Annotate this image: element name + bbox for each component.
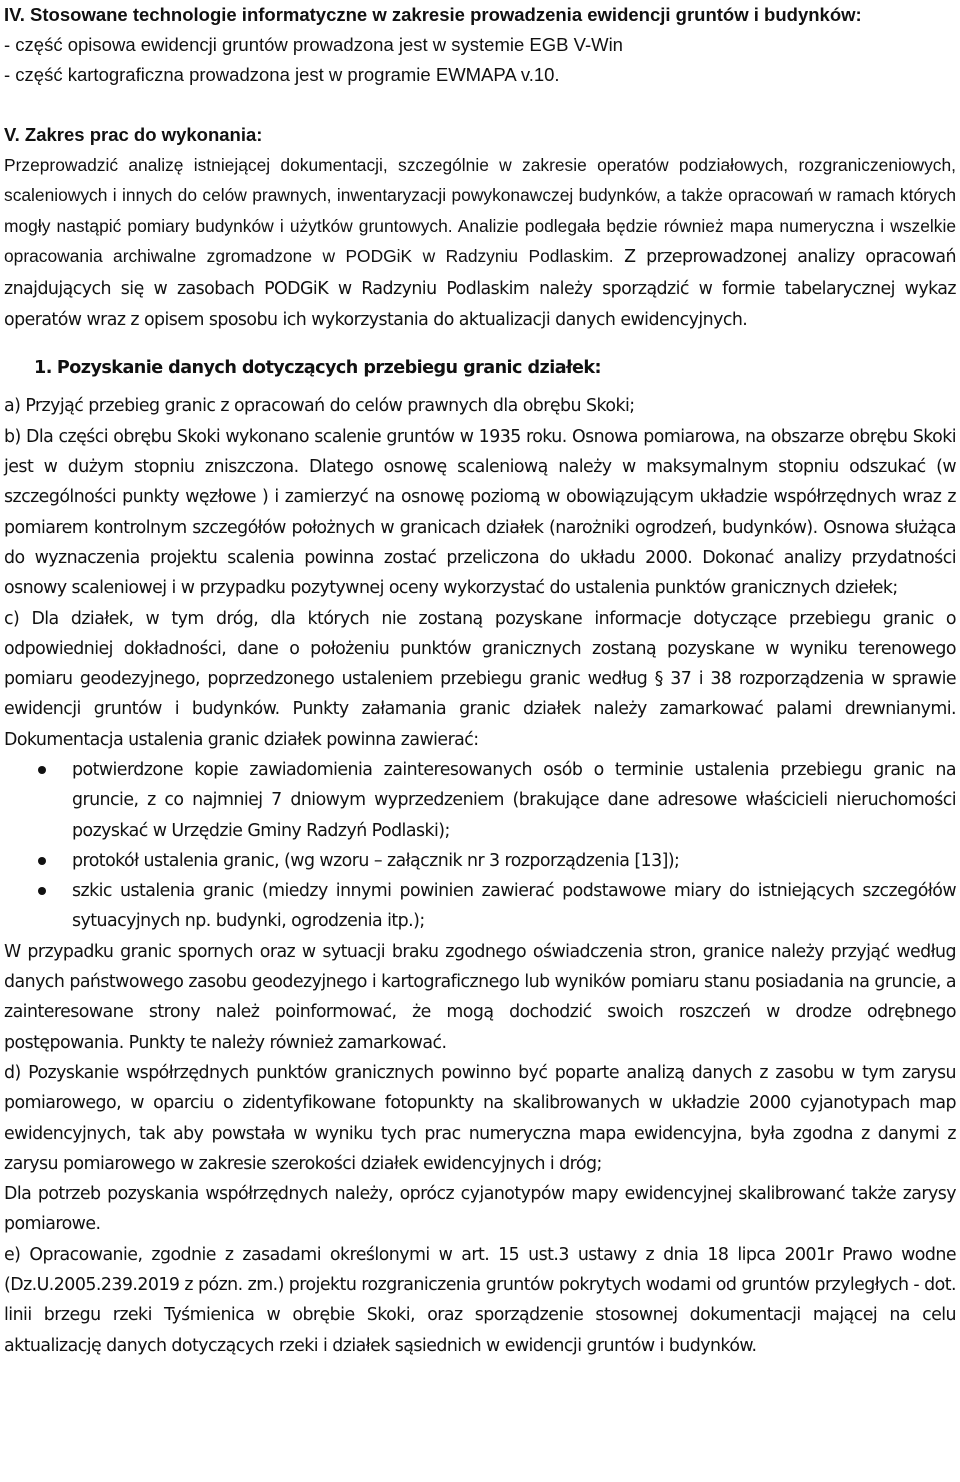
section-v-paragraph-part-1: Przeprowadzić analizę istniejącej dokumentacji, szczególnie w zakresie operatów podziałowych, rozgraniczeniowych, scaleniowych i innych do celów prawnych, inwentaryzacji powykonawczej budynków, a także opracowań w ramach których mogły nastąpić pomiary budynków i użytków gruntowych. Analizie podlegała będzie również mapa numeryczna i wszelkie opracowania archiwalne zgromadzone w PODGiK w Radzyniu Podlaskim.	[4, 155, 956, 267]
section-iv-line-1: - część opisowa ewidencji gruntów prowadzona jest w systemie EGB V-Win	[4, 34, 623, 55]
item-1-point-a: a) Przyjąć przebieg granic z opracowań do celów prawnych dla obrębu Skoki;	[4, 396, 635, 417]
item-1-point-d-note: Dla potrzeb pozyskania współrzędnych należy, oprócz cyjanotypów mapy ewidencyjnej skalibrowanć także zarysy pomiarowe.	[4, 1184, 956, 1235]
item-1-point-b: b) Dla części obrębu Skoki wykonano scalenie gruntów w 1935 roku. Osnowa pomiarowa, na obszarze obrębu Skoki jest w dużym stopniu zniszczona. Dlatego osnowę scaleniową należy w maksymalnym stopniu odszukać (w szczególności punkty węzłowe ) i zamierzyć na osnowę poziomą w obowiązującym układzie współrzędnych wraz z pomiarem kontrolnym szczegółów położnych w granicach działek (narożniki ogrodzeń, budynków). Osnowa służąca do wyznaczenia projektu scalenia powinna zostać przeliczona do układu 2000. Dokonać analizy przydatności osnowy scaleniowej i w przypadku pozytywnej oceny wykorzystać do ustalenia punktów granicznych dziełek;	[4, 426, 956, 599]
item-1-point-d: d) Pozyskanie współrzędnych punktów granicznych powinno być poparte analizą danych z zasobu w tym zarysu pomiarowego, w oparciu o zidentyfikowane fotopunkty na skalibrowanych w układzie 2000 cyjanotypach map ewidencyjnych, tak aby powstała w wyniku tych prac numeryczna mapa ewidencyjna, była zgodna z danymi z zarysu pomiarowego w zakresie szerokości działek ewidencyjnych i dróg;	[4, 1062, 956, 1174]
bullet-icon	[38, 857, 46, 865]
list-item	[4, 876, 956, 937]
list-item-text: szkic ustalenia granic (miedzy innymi powinien zawierać podstawowe miary do istniejących szczegółów sytuacyjnych np. budynki, ogrodzenia itp.);	[72, 881, 956, 932]
bullet-icon	[38, 887, 46, 895]
section-iv-line-2: - część kartograficzna prowadzona jest w programie EWMAPA v.10.	[4, 64, 560, 85]
section-iv-heading: IV. Stosowane technologie informatyczne w zakresie prowadzenia ewidencji gruntów i budynków:	[4, 4, 862, 25]
spacer	[4, 383, 956, 391]
bullet-icon	[38, 766, 46, 774]
spacer	[4, 335, 956, 353]
list-item-text: potwierdzone kopie zawiadomienia zainteresowanych osób o terminie ustalenia przebiegu granic na gruncie, z co najmniej 7 dniowym wyprzedzeniem (brakujące dane adresowe właścicieli nieruchomości pozyskać w Urzędzie Gminy Radzyń Podlaski);	[72, 760, 956, 841]
item-1-title: Pozyskanie danych dotyczących przebiegu granic działek:	[56, 358, 602, 379]
list-item-text: protokół ustalenia granic, (wg wzoru – załącznik nr 3 rozporządzenia [13]);	[72, 850, 680, 871]
item-1-heading	[4, 353, 956, 383]
list-item	[4, 846, 956, 876]
bullet-list	[4, 755, 956, 937]
list-item	[4, 755, 956, 846]
spacer	[4, 90, 956, 120]
item-1-disputed-borders: W przypadku granic spornych oraz w sytuacji braku zgodnego oświadczenia stron, granice należy przyjąć według danych państwowego zasobu geodezyjnego i kartograficznego lub wyników pomiaru stanu posiadania na gruncie, a zainteresowane strony należ poinformować, że mogą dochodzić swoich roszczeń w drodze odrębnego postępowania. Punkty te należy również zamarkować.	[4, 941, 956, 1053]
section-v-title: V. Zakres prac do wykonania:	[4, 124, 263, 145]
item-1-point-e: e) Opracowanie, zgodnie z zasadami określonymi w art. 15 ust.3 ustawy z dnia 18 lipca 2001r Prawo wodne (Dz.U.2005.239.2019 z pózn. zm.) projektu rozgraniczenia gruntów pokrytych wodami od gruntów przyległych - dot. linii brzegu rzeki Tyśmienica w obrębie Skoki, oraz sporządzenie stosownej dokumentacji mającej na celu aktualizację danych dotyczących rzeki i działek sąsiednich w ewidencji gruntów i budynków.	[4, 1244, 956, 1356]
item-1-point-c: c) Dla działek, w tym dróg, dla których nie zostaną pozyskane informacje dotyczące przebiegu granic o odpowiedniej dokładności, dane o położeniu punktów granicznych zostaną pozyskane w wyniku terenowego pomiaru geodezyjnego, poprzedzonego ustaleniem przebiegu granic według § 37 i 38 rozporządzenia w sprawie ewidencji gruntów i budynków. Punkty załamania granic działek należy zamarkować palami drewnianymi. Dokumentacja ustalenia granic działek powinna zawierać:	[4, 608, 956, 750]
section-v-paragraph-part-2: Z przeprowadzonej analizy opracowań znajdujących się w zasobach PODGiK w Radzyniu Podlaskim należy sporządzić w formie tabelarycznej wykaz operatów wraz z opisem sposobu ich wykorzystania do aktualizacji danych ewidencyjnych.	[4, 247, 956, 331]
item-1-number: 1.	[34, 358, 52, 379]
section-v-paragraph	[4, 150, 956, 335]
